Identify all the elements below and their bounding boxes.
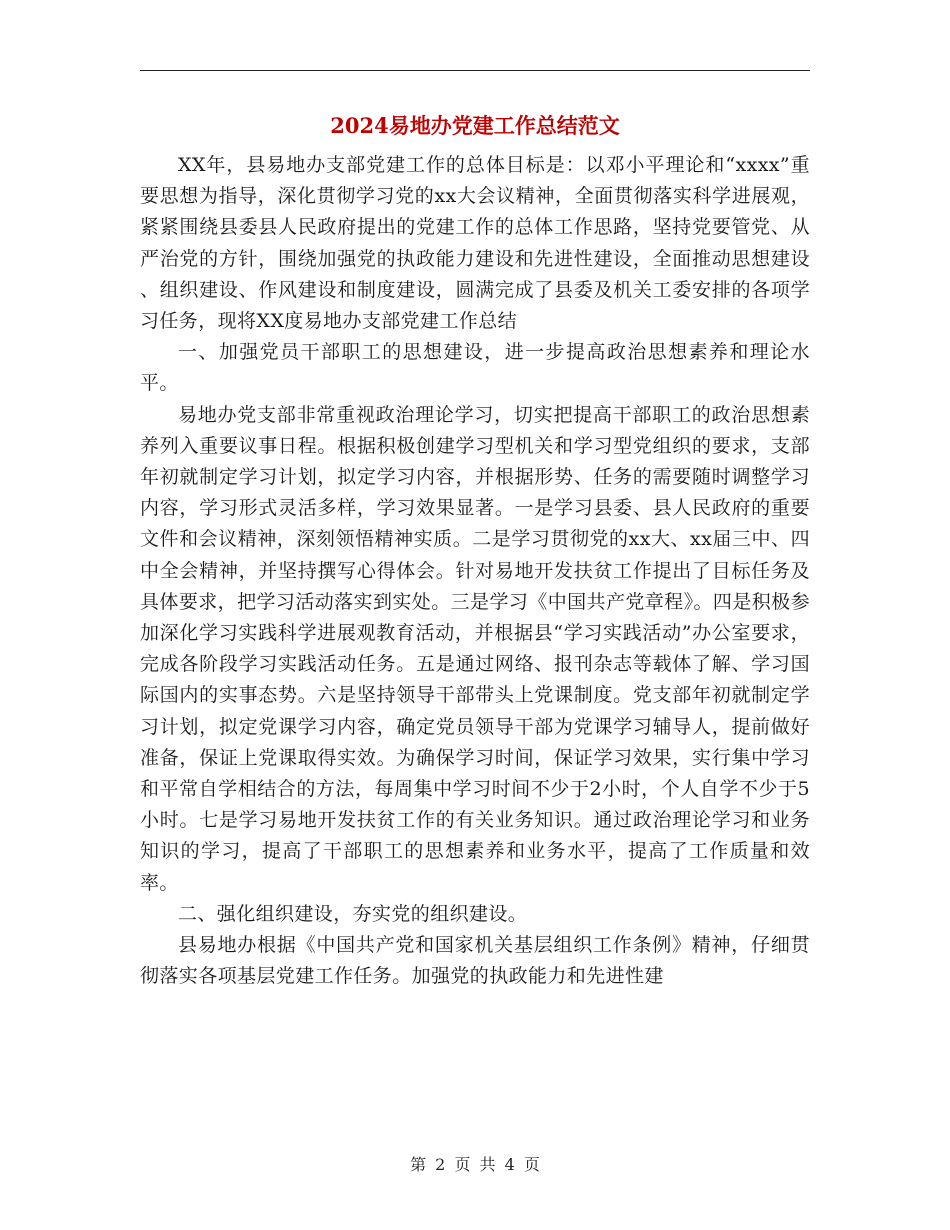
document-body xyxy=(140,150,810,992)
section-heading-1: 一、加强党员干部职工的思想建设，进一步提高政治思想素养和理论水平。 xyxy=(140,341,810,395)
paragraph-intro: XX年，县易地办支部党建工作的总体目标是：以邓小平理论和“xxxx”重要思想为指导，深化贯彻学习党的xx大会议精神，全面贯彻落实科学进展观，紧紧围绕县委县人民政府提出的党建工作的总体工作思路，坚持党要管党、从严治党的方针，围绕加强党的执政能力建设和先进性建设，全面推动思想建设 、组织建设、作风建设和制度建设，圆满完成了县委及机关工委安排的各项学习任务，现将XX度易地办支部党建工作总结 xyxy=(140,154,810,333)
document-title: 2024易地办党建工作总结范文 xyxy=(330,113,620,138)
paragraph-study: 易地办党支部非常重视政治理论学习，切实把提高干部职工的政治思想素养列入重要议事日程。根据积极创建学习型机关和学习型党组织的要求，支部年初就制定学习计划，拟定学习内容，并根据形势、任务的需要随时调整学习内容，学习形式灵活多样，学习效果显著。一是学习县委、县人民政府的重要文件和会议精神，深刻领悟精神实质。二是学习贯彻党的xx大、xx届三中、四中全会精神，并坚持撰写心得体会。针对易地开发扶贫工作提出了目标任务及具体要求，把学习活动落实到实处。三是学习《中国共产党章程》。四是积极参加深化学习实践科学进展观教育活动，并根据县“学习实践活动”办公室要求，完成各阶段学习实践活动任务。五是通过网络、报刊杂志等载体了解、学习国际国内的实事态势。六是坚持领导干部带头上党课制度。党支部年初就制定学习计划，拟定党课学习内容，确定党员领导干部为党课学习辅导人，提前做好准备，保证上党课取得实效。为确保学习时间，保证学习效果，实行集中学习和平常自学相结合的方法，每周集中学习时间不少于2小时，个人自学不少于5小时。七是学习易地开发扶贫工作的有关业务知识。通过政治理论学习和业务知识的学习，提高了干部职工的思想素养和业务水平，提高了工作质量和效率。 xyxy=(140,403,810,894)
page-number-footer: 第 2 页 共 4 页 xyxy=(410,1155,540,1174)
header-rule xyxy=(140,70,810,71)
section-heading-2: 二、强化组织建设，夯实党的组织建设。 xyxy=(178,902,528,925)
paragraph-organization: 县易地办根据《中国共产党和国家机关基层组织工作条例》精神，仔细贯彻落实各项基层党建工作任务。加强党的执政能力和先进性建 xyxy=(140,934,810,988)
